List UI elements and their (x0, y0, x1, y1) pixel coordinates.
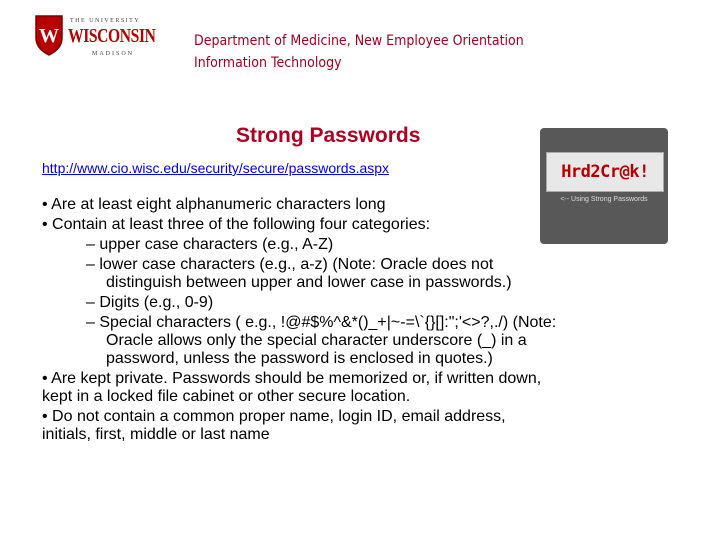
logo-city-text: MADISON (92, 51, 135, 57)
slide-title: Strong Passwords (236, 124, 421, 147)
crest-letter: W (39, 25, 59, 47)
password-graphic (540, 128, 668, 244)
sub-bullet-line: – Special characters ( e.g., !@#$%^&*()_+|~-=\`{}[]:";'<>?,./) (Note: (86, 314, 557, 331)
continuation-line: kept in a locked file cabinet or other secure location. (42, 388, 411, 405)
bullet-line: • Are kept private. Passwords should be memorized or, if written down, (42, 370, 542, 387)
header-line-2: Information Technology (194, 55, 342, 71)
continuation-line: Oracle allows only the special character underscore (_) in a (106, 332, 527, 349)
logo-name-text: WISCONSIN (68, 25, 156, 47)
header-line-1: Department of Medicine, New Employee Orientation (194, 33, 524, 49)
continuation-line: initials, first, middle or last name (42, 426, 270, 443)
header (194, 30, 560, 74)
sub-bullet-line: – upper case characters (e.g., A-Z) (86, 236, 334, 253)
continuation-line: password, unless the password is enclosed in quotes.) (106, 350, 493, 367)
graphic-caption: <-- Using Strong Passwords (560, 196, 648, 203)
reference-link[interactable]: http://www.cio.wisc.edu/security/secure/passwords.aspx (42, 160, 390, 176)
password-banner: Hrd2Cr@k! (546, 152, 664, 192)
sub-bullet-line: – lower case characters (e.g., a-z) (Note: Oracle does not (86, 256, 494, 273)
sub-bullet-line: – Digits (e.g., 0-9) (86, 294, 214, 311)
logo-the-text: THE UNIVERSITY (70, 18, 141, 24)
continuation-line: distinguish between upper and lower case in passwords.) (106, 274, 512, 291)
bullet-line: • Are at least eight alphanumeric characters long (42, 196, 386, 213)
bullet-line: • Contain at least three of the following four categories: (42, 216, 431, 233)
university-logo (34, 14, 154, 64)
crest-icon (34, 14, 64, 56)
bullet-line: • Do not contain a common proper name, login ID, email address, (42, 408, 506, 425)
